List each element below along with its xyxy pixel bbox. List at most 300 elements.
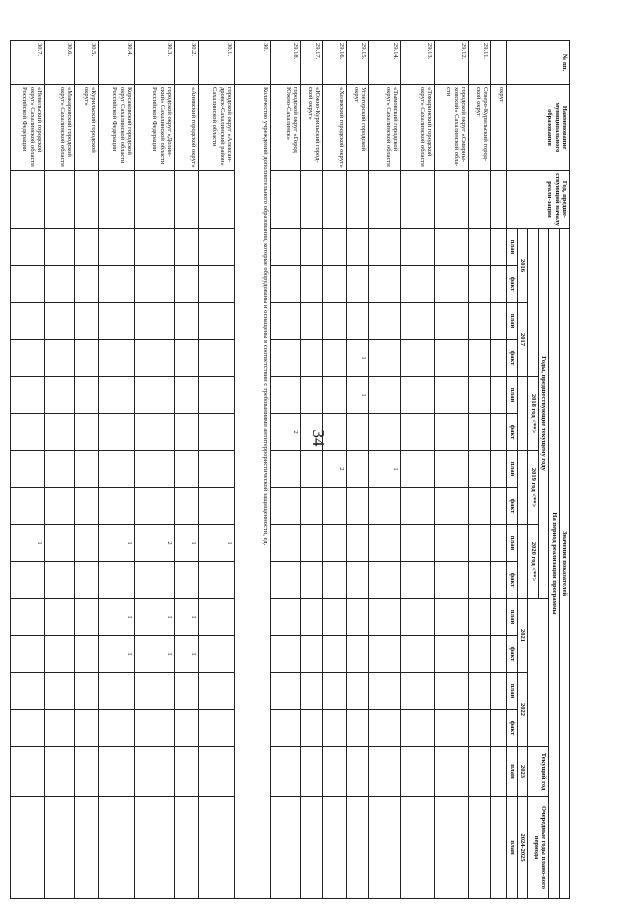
table-row <box>45 41 75 899</box>
value-cell <box>301 340 323 377</box>
value-cell <box>99 673 135 710</box>
value-cell <box>491 414 507 451</box>
value-cell <box>323 747 347 797</box>
header-values: Значения показателей <box>559 229 569 899</box>
value-cell <box>435 171 469 229</box>
value-cell <box>369 599 401 636</box>
value-cell <box>45 710 75 747</box>
value-cell <box>301 710 323 747</box>
value-cell <box>99 229 135 266</box>
value-cell <box>99 488 135 525</box>
row-number: 29.11. <box>469 41 491 85</box>
municipality-name: Углегорский городской округ <box>347 85 369 171</box>
value-cell <box>11 303 45 340</box>
value-cell <box>199 451 235 488</box>
value-cell <box>99 797 135 899</box>
row-number: 29.17. <box>301 41 323 85</box>
value-cell <box>435 710 469 747</box>
value-cell <box>75 673 99 710</box>
value-cell <box>175 488 199 525</box>
value-cell <box>271 747 301 797</box>
header-prev-years: Годы, предшествующие текущему году <box>538 229 548 599</box>
header-name: Наименование муниципального образования <box>507 85 570 171</box>
value-cell <box>75 488 99 525</box>
value-cell <box>11 488 45 525</box>
value-cell <box>323 340 347 377</box>
value-cell <box>175 266 199 303</box>
table-body <box>11 41 507 899</box>
municipality-name: «Томаринский городской округ» Сахалинской области <box>401 85 435 171</box>
value-cell <box>491 229 507 266</box>
value-cell <box>435 451 469 488</box>
header-2021: 2021 <box>517 599 527 673</box>
value-cell <box>491 340 507 377</box>
header-empty <box>528 599 549 747</box>
value-cell <box>11 673 45 710</box>
value-cell <box>99 747 135 797</box>
header-plan: план <box>507 599 517 636</box>
value-cell <box>347 488 369 525</box>
value-cell <box>271 377 301 414</box>
value-cell <box>347 171 369 229</box>
value-cell <box>135 414 175 451</box>
value-cell <box>11 340 45 377</box>
value-cell <box>175 451 199 488</box>
value-cell <box>45 525 75 562</box>
value-cell <box>45 636 75 673</box>
value-cell <box>435 747 469 797</box>
value-cell <box>469 266 491 303</box>
header-next: Очередные годы плано-вого периода <box>528 797 549 899</box>
value-cell <box>75 747 99 797</box>
value-cell <box>347 599 369 636</box>
value-cell <box>401 673 435 710</box>
value-cell <box>401 303 435 340</box>
value-cell <box>199 340 235 377</box>
header-plan: план <box>507 303 517 340</box>
value-cell <box>301 451 323 488</box>
header-base-year: Год, предше-ствующий началу реали-зации <box>507 171 570 229</box>
value-cell: 1 <box>11 525 45 562</box>
value-cell <box>45 599 75 636</box>
value-cell <box>435 636 469 673</box>
table-row <box>347 41 369 899</box>
value-cell <box>199 229 235 266</box>
value-cell <box>491 171 507 229</box>
value-cell <box>401 710 435 747</box>
row-number: 30.3. <box>135 41 175 85</box>
header-fact: факт <box>507 340 517 377</box>
value-cell <box>491 636 507 673</box>
value-cell <box>369 747 401 797</box>
header-2023: 2023 <box>517 747 527 797</box>
value-cell <box>491 488 507 525</box>
value-cell <box>491 377 507 414</box>
municipality-name: «Тымовский городской округ» Сахалинской области <box>369 85 401 171</box>
value-cell <box>99 340 135 377</box>
value-cell <box>199 266 235 303</box>
value-cell <box>347 747 369 797</box>
value-cell <box>11 266 45 303</box>
value-cell <box>199 636 235 673</box>
value-cell <box>75 636 99 673</box>
table-row <box>135 41 175 899</box>
value-cell <box>401 171 435 229</box>
value-cell <box>271 797 301 899</box>
value-cell <box>135 673 175 710</box>
value-cell <box>347 673 369 710</box>
value-cell <box>301 673 323 710</box>
value-cell <box>175 377 199 414</box>
header-fact: факт <box>507 414 517 451</box>
value-cell: 2 <box>135 525 175 562</box>
value-cell <box>401 599 435 636</box>
value-cell <box>401 451 435 488</box>
row-number: 30.6. <box>45 41 75 85</box>
row-number <box>491 41 507 85</box>
table-row <box>323 41 347 899</box>
row-number: 30. <box>235 41 271 85</box>
value-cell <box>175 229 199 266</box>
value-cell <box>323 377 347 414</box>
value-cell <box>401 340 435 377</box>
value-cell <box>301 171 323 229</box>
value-cell <box>323 562 347 599</box>
rotated-table-frame <box>21 40 570 898</box>
value-cell <box>271 303 301 340</box>
value-cell <box>271 636 301 673</box>
value-cell <box>75 266 99 303</box>
table-row <box>11 41 45 899</box>
value-cell <box>199 562 235 599</box>
municipality-name: Корсаковский городской округ Сахалинской области Российской Федерации <box>99 85 135 171</box>
value-cell <box>199 797 235 899</box>
value-cell <box>271 451 301 488</box>
value-cell <box>491 525 507 562</box>
value-cell <box>11 797 45 899</box>
value-cell <box>323 303 347 340</box>
value-cell <box>491 303 507 340</box>
value-cell <box>45 266 75 303</box>
value-cell <box>135 303 175 340</box>
value-cell <box>347 303 369 340</box>
value-cell <box>75 171 99 229</box>
value-cell <box>271 673 301 710</box>
municipality-name: «Южно-Курильский город-ской округ» <box>301 85 323 171</box>
value-cell <box>369 340 401 377</box>
municipality-name: городской округ «Город Южно-Сахалинск» <box>271 85 301 171</box>
value-cell <box>175 303 199 340</box>
value-cell <box>435 266 469 303</box>
table-row <box>271 41 301 899</box>
table-row <box>75 41 99 899</box>
value-cell <box>45 488 75 525</box>
value-cell <box>75 340 99 377</box>
table-row <box>369 41 401 899</box>
rotated-table <box>21 40 570 898</box>
value-cell <box>271 171 301 229</box>
municipality-name: округ <box>491 85 507 171</box>
value-cell <box>45 171 75 229</box>
value-cell <box>11 562 45 599</box>
header-2018: 2018 год <**> <box>528 377 538 451</box>
value-cell <box>301 414 323 451</box>
header-fact: факт <box>507 266 517 303</box>
value-cell <box>11 377 45 414</box>
municipality-name: «Холмский городской округ» <box>323 85 347 171</box>
value-cell: 1 <box>175 599 199 636</box>
header-period: На период реализации программы <box>549 229 559 899</box>
value-cell <box>401 266 435 303</box>
value-cell <box>75 710 99 747</box>
value-cell: 2 <box>323 451 347 488</box>
value-cell <box>199 488 235 525</box>
value-cell <box>175 710 199 747</box>
value-cell <box>45 673 75 710</box>
value-cell <box>369 797 401 899</box>
value-cell <box>435 488 469 525</box>
value-cell: 1 <box>347 340 369 377</box>
value-cell <box>469 488 491 525</box>
value-cell <box>301 377 323 414</box>
table-row <box>99 41 135 899</box>
value-cell <box>323 229 347 266</box>
value-cell <box>491 266 507 303</box>
value-cell <box>469 303 491 340</box>
value-cell <box>135 747 175 797</box>
value-cell <box>45 414 75 451</box>
municipality-name: «Анивский городской округ» <box>175 85 199 171</box>
value-cell <box>301 636 323 673</box>
municipality-name: Северо-Курильский город-ской округ <box>469 85 491 171</box>
header-2017: 2017 <box>517 303 527 377</box>
value-cell: 1 <box>175 525 199 562</box>
row-number: 29.14. <box>369 41 401 85</box>
value-cell <box>271 525 301 562</box>
value-cell <box>469 451 491 488</box>
value-cell <box>11 414 45 451</box>
value-cell <box>99 171 135 229</box>
value-cell <box>469 414 491 451</box>
row-number: 29.15. <box>347 41 369 85</box>
value-cell <box>491 673 507 710</box>
value-cell: 1 <box>199 525 235 562</box>
value-cell <box>45 340 75 377</box>
value-cell <box>469 377 491 414</box>
value-cell <box>175 340 199 377</box>
value-cell <box>435 525 469 562</box>
value-cell <box>347 710 369 747</box>
value-cell <box>199 171 235 229</box>
value-cell <box>435 797 469 899</box>
value-cell: 1 <box>135 636 175 673</box>
value-cell <box>435 229 469 266</box>
header-empty-2 <box>528 229 538 377</box>
value-cell <box>11 229 45 266</box>
value-cell <box>369 229 401 266</box>
header-fact: факт <box>507 562 517 599</box>
value-cell <box>45 747 75 797</box>
value-cell <box>301 797 323 899</box>
municipality-name: городской округ «Алексан-дровск-Сахалинский район» Сахалинской области <box>199 85 235 171</box>
value-cell <box>435 377 469 414</box>
value-cell <box>199 673 235 710</box>
value-cell <box>401 414 435 451</box>
municipality-name: городской округ «Смирны-ховский» Сахалинской обла-сти <box>435 85 469 171</box>
header-2020: 2020 год <**> <box>528 525 538 599</box>
value-cell <box>175 797 199 899</box>
value-cell <box>99 451 135 488</box>
value-cell <box>99 414 135 451</box>
value-cell <box>135 562 175 599</box>
value-cell <box>301 303 323 340</box>
value-cell <box>435 340 469 377</box>
table-row <box>435 41 469 899</box>
value-cell <box>369 673 401 710</box>
value-cell <box>135 340 175 377</box>
value-cell <box>323 599 347 636</box>
header-fact: факт <box>507 636 517 673</box>
value-cell <box>75 562 99 599</box>
value-cell: 1 <box>175 636 199 673</box>
section-30-row <box>235 41 271 899</box>
value-cell <box>199 599 235 636</box>
value-cell <box>175 414 199 451</box>
value-cell <box>401 797 435 899</box>
value-cell <box>323 710 347 747</box>
value-cell <box>11 599 45 636</box>
value-cell <box>369 377 401 414</box>
value-cell <box>369 303 401 340</box>
value-cell <box>401 229 435 266</box>
value-cell <box>435 673 469 710</box>
header-2019: 2019 год <**> <box>528 451 538 525</box>
value-cell: 1 <box>135 599 175 636</box>
value-cell <box>323 673 347 710</box>
value-cell <box>491 710 507 747</box>
value-cell: 2 <box>271 414 301 451</box>
value-cell <box>135 451 175 488</box>
value-cell <box>435 414 469 451</box>
header-2016: 2016 <box>517 229 527 303</box>
row-number: 29.18. <box>271 41 301 85</box>
header-plan: план <box>507 377 517 414</box>
value-cell <box>301 488 323 525</box>
value-cell <box>175 562 199 599</box>
value-cell <box>99 303 135 340</box>
table-row <box>175 41 199 899</box>
value-cell <box>99 710 135 747</box>
value-cell <box>401 377 435 414</box>
value-cell <box>401 525 435 562</box>
value-cell <box>347 797 369 899</box>
value-cell <box>469 636 491 673</box>
value-cell <box>301 266 323 303</box>
header-current: Текущий год <box>528 747 549 797</box>
value-cell <box>347 229 369 266</box>
header-2024: 2024-2025 <box>517 797 527 899</box>
value-cell: 1 <box>99 525 135 562</box>
row-number: 30.4. <box>99 41 135 85</box>
value-cell <box>347 636 369 673</box>
value-cell <box>323 488 347 525</box>
value-cell <box>271 562 301 599</box>
value-cell <box>11 710 45 747</box>
value-cell <box>45 303 75 340</box>
row-number: 30.2. <box>175 41 199 85</box>
header-plan: план <box>507 525 517 562</box>
header-plan-2024: план <box>507 797 517 899</box>
value-cell <box>75 599 99 636</box>
value-cell <box>135 266 175 303</box>
header-plan: план <box>507 451 517 488</box>
value-cell <box>369 562 401 599</box>
header-fact: факт <box>507 710 517 747</box>
value-cell <box>491 562 507 599</box>
row-number: 29.12. <box>435 41 469 85</box>
value-cell <box>271 710 301 747</box>
value-cell <box>271 340 301 377</box>
value-cell <box>135 171 175 229</box>
value-cell <box>347 562 369 599</box>
value-cell <box>301 229 323 266</box>
table-row <box>469 41 491 899</box>
header-plan: план <box>507 673 517 710</box>
row-number: 30.5. <box>75 41 99 85</box>
value-cell <box>401 636 435 673</box>
value-cell <box>369 414 401 451</box>
value-cell <box>469 171 491 229</box>
value-cell <box>45 229 75 266</box>
value-cell <box>369 525 401 562</box>
value-cell <box>45 451 75 488</box>
value-cell <box>369 636 401 673</box>
value-cell <box>469 673 491 710</box>
value-cell <box>271 229 301 266</box>
value-cell <box>435 599 469 636</box>
municipality-name: городской округ «Долин-ский» Сахалинской области Российской Федерации <box>135 85 175 171</box>
header-2022: 2022 <box>517 673 527 747</box>
value-cell <box>301 747 323 797</box>
row-number: 29.13. <box>401 41 435 85</box>
value-cell: 1 <box>99 636 135 673</box>
value-cell <box>135 710 175 747</box>
value-cell <box>491 599 507 636</box>
value-cell: 1 <box>99 599 135 636</box>
value-cell <box>347 266 369 303</box>
value-cell <box>75 414 99 451</box>
value-cell <box>469 340 491 377</box>
header-fact: факт <box>507 488 517 525</box>
value-cell <box>491 451 507 488</box>
header-plan-2023: план <box>507 747 517 797</box>
value-cell <box>347 525 369 562</box>
value-cell <box>75 377 99 414</box>
value-cell <box>11 747 45 797</box>
value-cell <box>323 525 347 562</box>
value-cell <box>301 599 323 636</box>
value-cell: 1 <box>347 377 369 414</box>
value-cell <box>45 377 75 414</box>
value-cell <box>175 747 199 797</box>
value-cell <box>323 171 347 229</box>
value-cell <box>401 488 435 525</box>
value-cell <box>369 710 401 747</box>
value-cell <box>135 377 175 414</box>
value-cell <box>11 636 45 673</box>
value-cell <box>199 710 235 747</box>
value-cell <box>75 229 99 266</box>
